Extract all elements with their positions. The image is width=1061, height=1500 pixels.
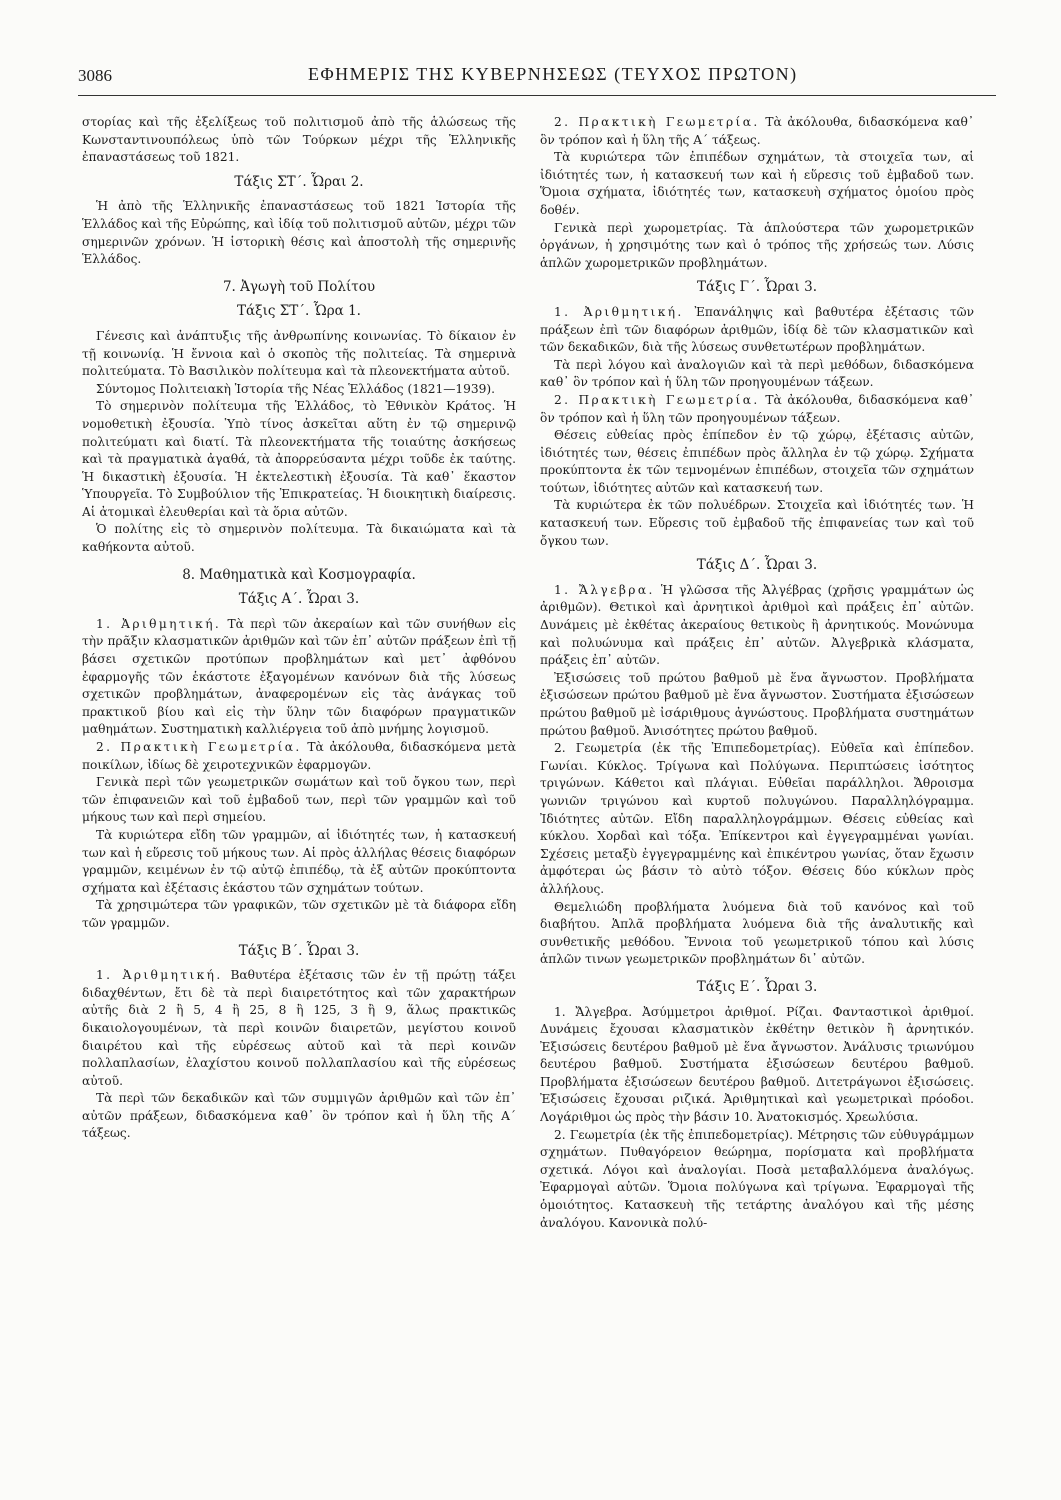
paragraph: στορίας καὶ τῆς ἐξελίξεως τοῦ πολιτισμοῦ ἀπὸ τῆς ἁλώσεως τῆς Κωνσταντινουπόλεως ὑπὸ τῶν Τούρκων μέχρι τῆς Ἑλληνικῆς ἐπαναστάσεως τοῦ 1821. [82,115,516,165]
class-heading: Τάξις Γ΄. Ὧραι 3. [696,279,817,296]
subject-text: Τὰ ἀκόλουθα, διδασκόμενα καθ᾽ ὃν τρόπον καὶ ἡ ὕλη τῶν προηγουμένων τάξεων. [540,392,974,425]
paragraph: Θεμελιώδη προβλήματα λυόμενα διὰ τοῦ κανόνος καὶ τοῦ διαβήτου. Ἁπλᾶ προβλήματα λυόμενα διὰ τῆς ἀναλυτικῆς καὶ συνθετικῆς μεθόδου. Ἔννοια τοῦ γεωμετρικοῦ τόπου καὶ λύσις ἁπλῶν τινων γεωμετρικῶν προβλημάτων δι᾽ αὐτῶν. [540,899,974,967]
page-header [78,64,996,90]
paragraph: 1. Ἄλγεβρα. Ἀσύμμετροι ἀριθμοί. Ρίζαι. Φανταστικοὶ ἀριθμοί. Δυνάμεις ἔχουσαι κλασματικὸν ἐκθέτην θετικὸν ἢ ἀρνητικόν. Ἐξισώσεις δευτέρου βαθμοῦ μὲ ἕνα ἄγνωστον. Ἀνάλυσις τριωνύμου δευτέρου βαθμοῦ. Συστήματα ἐξισώσεων δευτέρου βαθμοῦ. Προβλήματα ἐξισώσεων δευτέρου βαθμοῦ. Διτετράγωνοι ἐξισώσεις. Ἐξισώσεις ἔχουσαι ριζικά. Ἀριθμητικαὶ καὶ γεωμετρικαὶ πρόοδοι. Λογάριθμοι ὡς πρὸς τὴν βάσιν 10. Ἀνατοκισμός. Χρεωλύσια. [540,1004,974,1125]
subject-text: Τὰ περὶ τῶν ἀκεραίων καὶ τῶν συνήθων εἰς τὴν πρᾶξιν κλασματικῶν ἀριθμῶν καὶ τῶν ἐπ᾽ αὐτῶν πράξεων ἐπὶ τῇ βάσει σχετικῶν προτύπων προβλημάτων καὶ μετ᾽ ἀφθόνου ἐφαρμογῆς τῶν ἑκάστοτε ἐξαγομένων κανόνων διὰ τῆς λύσεως σχετικῶν προβλημάτων, ἀναφερομένων εἰς τὰς ἀνάγκας τοῦ πρακτικοῦ βίου καὶ εἰς τὴν ὕλην τῶν διαφόρων πραγματικῶν μαθημάτων. Συστηματικὴ καλλιέργεια τοῦ ἀπὸ μνήμης λογισμοῦ. [82,616,516,737]
subject-text: Τὰ ἀκόλουθα, διδασκόμενα καθ᾽ ὃν τρόπον καὶ ἡ ὕλη τῆς Α΄ τάξεως. [540,115,974,147]
class-heading: Τάξις Δ΄. Ὧραι 3. [696,557,818,574]
paragraph [82,616,516,739]
gazette-title: ΕΦΗΜΕΡΙΣ ΤΗΣ ΚΥΒΕΡΝΗΣΕΩΣ (ΤΕΥΧΟΣ ΠΡΩΤΟΝ) [308,64,798,84]
paragraph [540,304,974,357]
subject-lead: 1. Ἀριθμητική. [96,968,223,983]
paragraph: Τὰ κυριώτερα τῶν ἐπιπέδων σχημάτων, τὰ στοιχεῖα των, αἱ ἰδιότητές των, ἡ κατασκευή των καὶ ἡ εὕρεσις τοῦ ἐμβαδοῦ των. Ὅμοια σχήματα, ἰδιότητές των, κατασκευὴ σχήματος ὁμοίου πρὸς δοθέν. [540,150,974,217]
paragraph: Θέσεις εὐθείας πρὸς ἐπίπεδον ἐν τῷ χώρῳ, ἐξέτασις αὐτῶν, ἰδιότητές των, θέσεις ἐπιπέδων πρὸς ἄλληλα ἐν τῷ χώρῳ. Σχήματα προκύπτοντα ἐκ τῶν τεμνομένων ἐπιπέδων, στοιχεῖα τῶν σχημάτων τούτων, ἰδιότητες αὐτῶν καὶ κατασκευή των. [540,428,974,495]
class-heading: Τάξις Ε΄. Ὧραι 3. [696,978,818,995]
subject-lead: 1. Ἀριθμητική. [96,616,222,631]
subject-lead: 2. Πρακτικὴ Γεωμετρία. [96,740,302,754]
paragraph: Γενικὰ περὶ χωρομετρίας. Τὰ ἁπλούστερα τῶν χωρομετρικῶν ὀργάνων, ἡ χρησιμότης των καὶ ὁ τρόπος τῆς χρήσεώς των. Λύσις ἁπλῶν χωρομετρικῶν προβλημάτων. [540,220,974,270]
paragraph [540,392,974,427]
paragraph [540,114,974,149]
header-rule [78,95,996,96]
paragraph [540,582,974,670]
subject-text: Τὰ ἀκόλουθα, διδασκόμενα μετὰ ποικίλων, ἰδίως δὲ χειροτεχνικῶν ἐφαρμογῶν. [82,740,516,772]
class-heading: Τάξις Β΄. Ὧραι 3. [238,942,360,959]
paragraph [82,967,516,1090]
class-heading: Τάξις ΣΤ΄. Ὧρα 1. [237,303,361,320]
paragraph: Τὰ κυριώτερα εἴδη τῶν γραμμῶν, αἱ ἰδιότητές των, ἡ κατασκευή των καὶ ἡ εὕρεσις τοῦ μήκους των. Αἱ πρὸς ἀλλήλας θέσεις διαφόρων γραμμῶν, κειμένων ἐν τῷ αὐτῷ ἐπιπέδῳ, τὰ ἐξ αὐτῶν προκύπτοντα σχήματα καὶ ἐξέτασις ἑκάστου τῶν σχημάτων τούτων. [82,827,516,895]
paragraph: 2. Γεωμετρία (ἐκ τῆς Ἐπιπεδομετρίας). Εὐθεῖα καὶ ἐπίπεδον. Γωνίαι. Κύκλος. Τρίγωνα καὶ Πολύγωνα. Περιπτώσεις ἰσότητος τριγώνων. Κάθετοι καὶ πλάγιαι. Εὐθεῖαι παράλληλοι. Ἄθροισμα γωνιῶν τριγώνου καὶ κυρτοῦ πολυγώνου. Παραλληλόγραμμα. Ἰδιότητες αὐτῶν. Εἴδη παραλληλογράμμων. Θέσεις εὐθείας καὶ κύκλου. Χορδαὶ καὶ τόξα. Ἐπίκεντροι καὶ ἐγγεγραμμέναι γωνίαι. Σχέσεις μεταξὺ ἐγγεγραμμένης καὶ ἐπικέντρου γωνίας, ὅταν ἔχωσιν ἀμφότεραι ὡς βάσιν τὸ αὐτὸ τόξον. Θέσεις δύο κύκλων πρὸς ἀλλήλους. [540,741,974,896]
paragraph [82,739,516,774]
subject-lead: 1. Ἀριθμητική. [554,304,684,319]
subject-text: Ἐπανάληψις καὶ βαθυτέρα ἐξέτασις τῶν πράξεων ἐπὶ τῶν διαφόρων ἀριθμῶν, ἰδίᾳ δὲ τῶν κλασματικῶν καὶ τῶν δεκαδικῶν, διὰ τῆς λύσεως συνθετωτέρων προβλημάτων. [540,304,974,355]
paragraph: Ὁ πολίτης εἰς τὸ σημερινὸν πολίτευμα. Τὰ δικαιώματα καὶ τὰ καθήκοντα αὐτοῦ. [82,522,516,555]
left-column [82,114,516,1474]
class-heading: Τάξις ΣΤ΄. Ὧραι 2. [234,173,364,190]
class-heading: Τάξις Α΄. Ὧραι 3. [238,591,360,608]
paragraph: Τὰ περὶ τῶν δεκαδικῶν καὶ τῶν συμμιγῶν ἀριθμῶν καὶ τῶν ἐπ᾽ αὐτῶν πράξεων, διδασκόμενα καθ᾽ ὃν τρόπον καὶ ἡ ὕλη τῆς Α΄ τάξεως. [82,1091,516,1141]
paragraph: Ἐξισώσεις τοῦ πρώτου βαθμοῦ μὲ ἕνα ἄγνωστον. Προβλήματα ἐξισώσεων πρώτου βαθμοῦ μὲ ἕνα ἄγνωστον. Συστήματα ἐξισώσεων πρώτου βαθμοῦ μὲ ἰσάριθμους ἀγνώστους. Προβλήματα συστημάτων πρώτου βαθμοῦ. Ἀνισότητες πρώτου βαθμοῦ. [540,670,974,738]
section-heading: 7. Ἀγωγὴ τοῦ Πολίτου [222,278,376,295]
paragraph: Σύντομος Πολιτειακὴ Ἱστορία τῆς Νέας Ἑλλάδος (1821—1939). [96,381,496,396]
paragraph: Τὰ κυριώτερα ἐκ τῶν πολυέδρων. Στοιχεῖα καὶ ἰδιότητές των. Ἡ κατασκευή των. Εὕρεσις τοῦ ἐμβαδοῦ τῆς ἐπιφανείας των καὶ τοῦ ὄγκου των. [540,498,974,548]
section-heading: 8. Μαθηματικὰ καὶ Κοσμογραφία. [182,566,416,583]
paragraph: Γενικὰ περὶ τῶν γεωμετρικῶν σωμάτων καὶ τοῦ ὄγκου των, περὶ τῶν ἐπιφανειῶν καὶ τοῦ ἐμβαδοῦ των, περὶ τῶν γραμμῶν καὶ τοῦ μήκους των καὶ περὶ σημείου. [82,775,516,825]
subject-text: Ἡ γλῶσσα τῆς Ἀλγέβρας (χρῆσις γραμμάτων ὡς ἀριθμῶν). Θετικοὶ καὶ ἀρνητικοὶ ἀριθμοὶ καὶ πράξεις ἐπ᾽ αὐτῶν. Δυνάμεις μὲ ἐκθέτας ἀκεραίους θετικοὺς ἢ ἀρνητικούς. Μονώνυμα καὶ πολυώνυμα καὶ πράξεις ἐπ᾽ αὐτῶν. Ἀλγεβρικὰ κλάσματα, πράξεις ἐπ᾽ αὐτῶν. [540,582,974,668]
paragraph: Τὸ σημερινὸν πολίτευμα τῆς Ἑλλάδος, τὸ Ἐθνικὸν Κράτος. Ἡ νομοθετικὴ ἐξουσία. Ὑπὸ τίνος ἀσκεῖται αὕτη ἐν τῷ σημερινῷ πολιτεύματι καὶ διατί. Τὰ πλεονεκτήματα τῆς τοιαύτης ἀσκήσεως καὶ τὰ πραγματικὰ ἀγαθά, τὰ ἀπορρεύσαντα μέχρι τοῦδε ἐκ ταύτης. Ἡ δικαστικὴ ἐξουσία. Ἡ ἐκτελεστικὴ ἐξουσία. Τὰ καθ᾽ ἕκαστον Ὑπουργεῖα. Τὸ Συμβούλιον τῆς Ἐπικρατείας. Ἡ διοικητικὴ διαίρεσις. Αἱ ἀτομικαὶ ἐλευθερίαι καὶ τὰ ὅρια αὐτῶν. [82,399,516,519]
page-number: 3086 [78,66,112,85]
subject-lead: 2. Πρακτικὴ Γεωμετρία. [554,115,760,129]
paragraph: 2. Γεωμετρία (ἐκ τῆς ἐπιπεδομετρίας). Μέτρησις τῶν εὐθυγράμμων σχημάτων. Πυθαγόρειον θεώρημα, πορίσματα καὶ προβλήματα σχετικά. Λόγοι καὶ ἀναλογίαι. Ποσὰ μεταβαλλόμενα ἀναλόγως. Ἐφαρμογαὶ αὐτῶν. Ὅμοια πολύγωνα καὶ τρίγωνα. Ἐφαρμογαὶ τῆς ὁμοιότητος. Κατασκευὴ τῆς τετάρτης ἀναλόγου καὶ τῆς μέσης ἀναλόγου. Κανονικὰ πολύ- [540,1127,974,1230]
paragraph: Τὰ χρησιμώτερα τῶν γραφικῶν, τῶν σχετικῶν μὲ τὰ διάφορα εἴδη τῶν γραμμῶν. [82,898,516,930]
subject-text: Βαθυτέρα ἐξέτασις τῶν ἐν τῇ πρώτῃ τάξει διδαχθέντων, ἔτι δὲ τὰ περὶ διαιρετότητος καὶ τῶν χαρακτήρων αὐτῆς διὰ 2 ἢ 5, 4 ἢ 25, 8 ἢ 125, 3 ἢ 9, ἅλως πρακτικῶς δικαιολογουμένων, τὰ περὶ κοινῶν διαιρετῶν, μεγίστου κοινοῦ διαιρέτου καὶ τῆς εὑρέσεως αὐτοῦ καὶ τὰ περὶ κοινῶν πολλαπλασίων, ἐλαχίστου κοινοῦ πολλαπλασίου καὶ τῆς εὑρέσεως αὐτοῦ. [82,968,516,1088]
right-column [540,114,974,1474]
paragraph: Τὰ περὶ λόγου καὶ ἀναλογιῶν καὶ τὰ περὶ μεθόδων, διδασκόμενα καθ᾽ ὃν τρόπον καὶ ἡ ὕλη τῶν προηγουμένων τάξεων. [540,357,974,390]
subject-lead: 2. Πρακτικὴ Γεωμετρία. [554,392,760,407]
paragraph: Ἡ ἀπὸ τῆς Ἑλληνικῆς ἐπαναστάσεως τοῦ 1821 Ἱστορία τῆς Ἑλλάδος καὶ τῆς Εὐρώπης, καὶ ἰδίᾳ τοῦ πολιτισμοῦ αὐτῶν, μέχρι τῶν σημερινῶν χρόνων. Ἡ ἱστορικὴ θέσις καὶ ἀποστολὴ τῆς σημερινῆς Ἑλλάδος. [82,199,516,267]
subject-lead: 1. Ἄλγεβρα. [554,582,655,597]
paragraph: Γένεσις καὶ ἀνάπτυξις τῆς ἀνθρωπίνης κοινωνίας. Τὸ δίκαιον ἐν τῇ κοινωνίᾳ. Ἡ ἔννοια καὶ ὁ σκοπὸς τῆς πολιτείας. Τὰ σημερινὰ πολιτεύματα. Τὸ Βασιλικὸν πολίτευμα καὶ τὰ πλεονεκτήματα αὐτοῦ. [82,328,516,379]
